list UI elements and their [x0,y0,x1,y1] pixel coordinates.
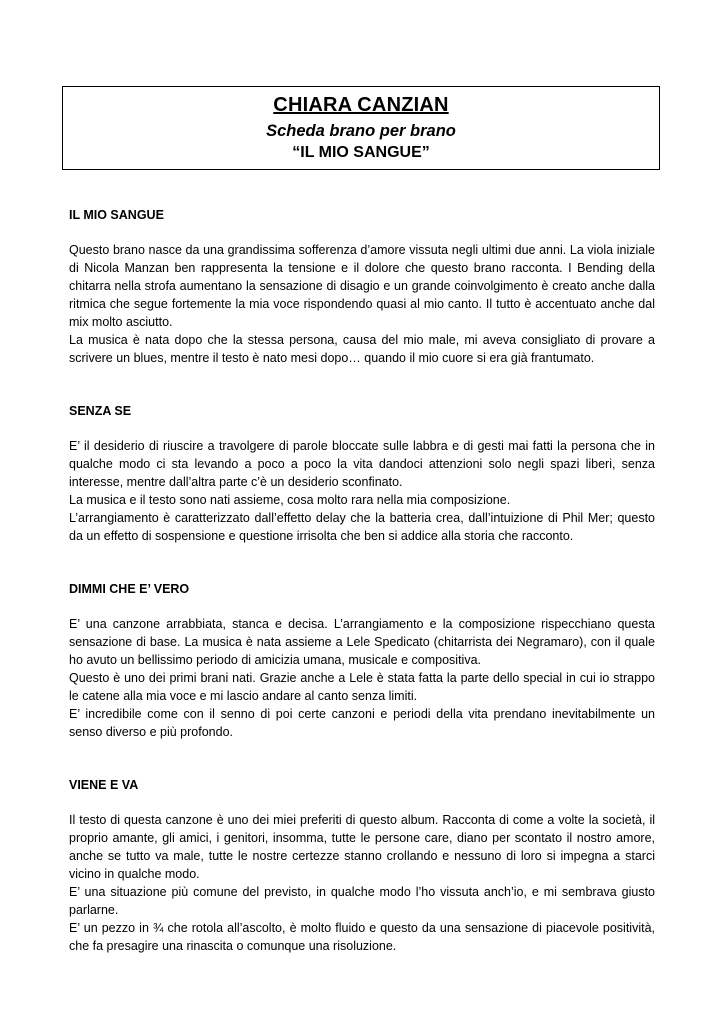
section-viene-e-va [69,776,655,955]
paragraph: La musica è nata dopo che la stessa persona, causa del mio male, mi aveva consigliato di provare a scrivere un blues, mentre il testo è nato mesi dopo… quando il mio cuore si era già frantumato. [69,333,655,365]
section-dimmi-che-e-vero [69,580,655,741]
paragraph: Il testo di questa canzone è uno dei miei preferiti di questo album. Racconta di come a volte la società, il proprio amante, gli amici, i genitori, insomma, tutte le persone care, diano per scontato il nostro amore, anche se tutto va male, tutte le nostre certezze stanno crollando e nessuno di loro si impegna a starci vicino in qualche modo. [69,813,655,881]
paragraph: E’ una situazione più comune del previsto, in qualche modo l’ho vissuta anch’io, e mi sembrava giusto parlarne. [69,885,655,917]
paragraph: E’ incredibile come con il senno di poi certe canzoni e periodi della vita prendano inevitabilmente un senso diverso e più profondo. [69,707,655,739]
paragraph: Questo brano nasce da una grandissima sofferenza d’amore vissuta negli ultimi due anni. La viola iniziale di Nicola Manzan ben rappresenta la tensione e il dolore che questo brano racconta. I Bending della chitarra nella strofa aumentano la sensazione di disagio e un grande coinvolgimento è creato anche dalla ritmica che segue fortemente la mia voce rispondendo quasi al mio canto. Il tutto è accentuato anche dal mix molto asciutto. [69,243,655,329]
section-heading: DIMMI CHE E’ VERO [69,582,190,596]
paragraph: E’ una canzone arrabbiata, stanca e decisa. L’arrangiamento e la composizione rispecchiano questa sensazione di base. La musica è nata assieme a Lele Spedicato (chitarrista dei Negramaro), con il quale ho avuto un bellissimo periodo di amicizia umana, musicale e compositiva. [69,617,655,667]
section-senza-se [69,402,655,545]
section-heading: IL MIO SANGUE [69,208,164,222]
paragraph: Questo è uno dei primi brani nati. Grazie anche a Lele è stata fatta la parte dello special in cui io strappo le catene alla mia voce e mi lascio andare al canto senza limiti. [69,671,655,703]
section-il-mio-sangue [69,206,655,367]
paragraph: E’ il desiderio di riuscire a travolgere di parole bloccate sulle labbra e di gesti mai fatti la persona che in qualche modo ci sta levando a poco a poco la vita dandoci attenzioni solo negli spazi liberi, senza interesse, mentre dall’altra parte c’è un desiderio sconfinato. [69,439,655,489]
artist-title: CHIARA CANZIAN [273,94,449,116]
section-heading: SENZA SE [69,404,132,418]
document-subtitle: Scheda brano per brano [266,122,456,140]
paragraph: L’arrangiamento è caratterizzato dall’effetto delay che la batteria crea, dall’intuizione di Phil Mer; questo da un effetto di sospensione e questione irrisolta che ben si addice alla storia che racconto. [69,511,655,543]
section-heading: VIENE E VA [69,778,139,792]
paragraph: E’ un pezzo in ¾ che rotola all’ascolto, è molto fluido e questo da una sensazione di piacevole positività, che fa presagire una rinascita o comunque una risoluzione. [69,921,655,953]
album-title: “IL MIO SANGUE” [292,144,430,161]
document-body [69,206,655,955]
title-box [62,86,660,170]
paragraph: La musica e il testo sono nati assieme, cosa molto rara nella mia composizione. [69,493,511,507]
